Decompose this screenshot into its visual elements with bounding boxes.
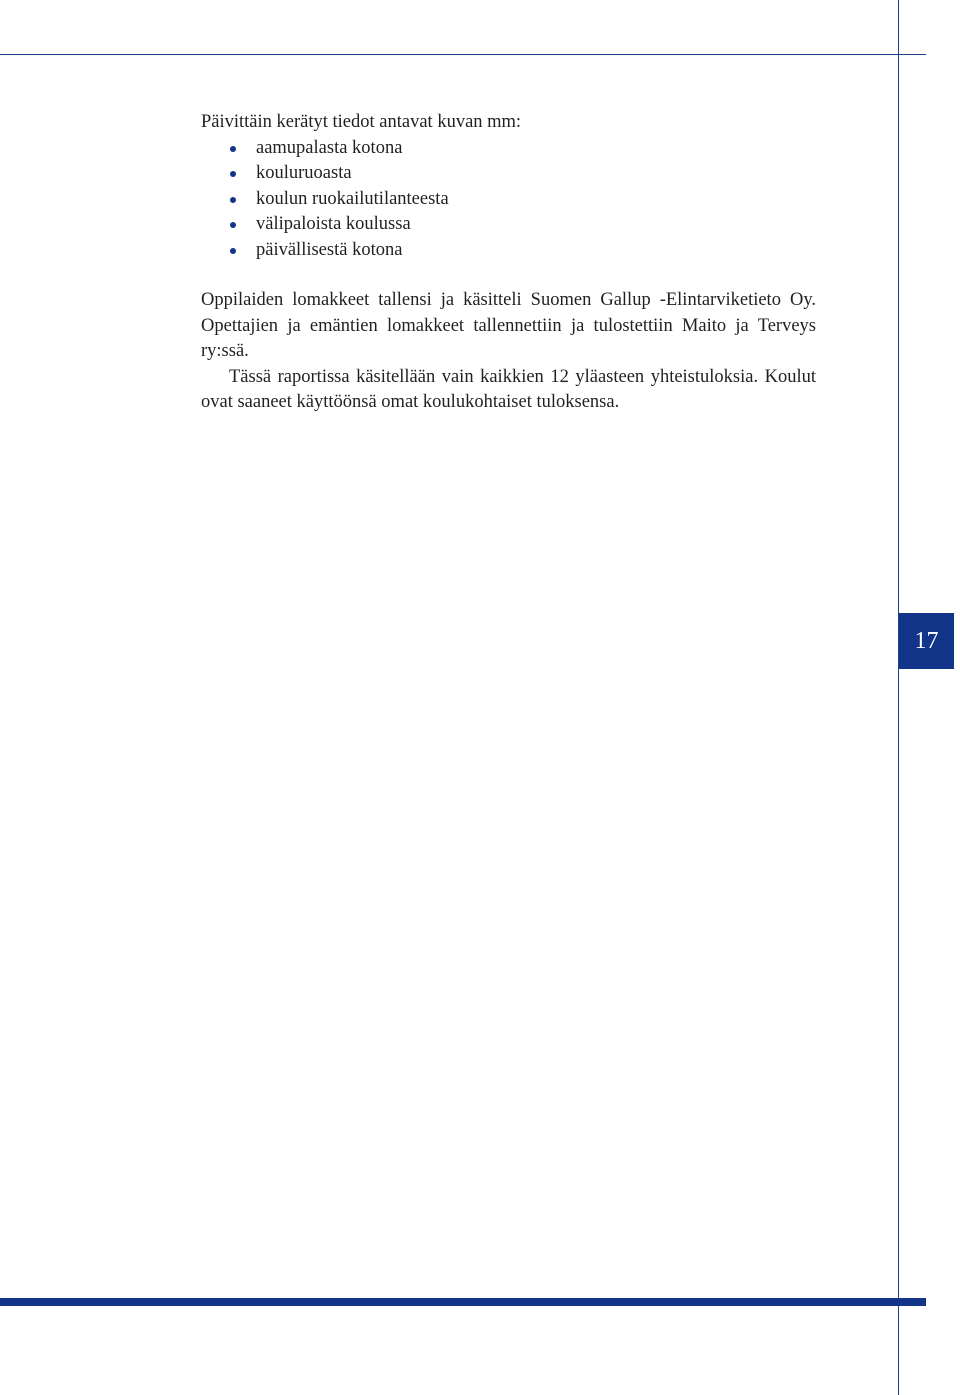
page-number-tab xyxy=(899,613,954,669)
bullet-icon xyxy=(230,248,236,254)
bullet-icon xyxy=(230,146,236,152)
paragraph: Oppilaiden lomakkeet tallensi ja käsitteli Suomen Gallup -Elintarviketieto Oy. Opettajien ja emäntien lomakkeet tallennettiin ja tulostettiin Maito ja Terveys ry:ssä. xyxy=(201,290,816,361)
bullet-icon xyxy=(230,222,236,228)
list-item: aamupalasta kotona xyxy=(256,136,816,162)
bottom-rule xyxy=(0,1298,926,1306)
margin-rule xyxy=(898,0,899,1395)
bullet-icon xyxy=(230,171,236,177)
bullet-list xyxy=(201,136,816,264)
bullet-icon xyxy=(230,197,236,203)
list-item: koulun ruokailutilanteesta xyxy=(256,187,816,213)
list-item: välipaloista koulussa xyxy=(256,212,816,238)
body-text xyxy=(201,110,816,416)
top-rule xyxy=(0,54,926,55)
intro-text: Päivittäin kerätyt tiedot antavat kuvan mm: xyxy=(201,112,522,132)
list-item: päivällisestä kotona xyxy=(256,238,816,264)
spacer xyxy=(201,263,816,288)
paragraph: Tässä raportissa käsitellään vain kaikkien 12 yläasteen yhteistuloksia. Koulut ovat saaneet käyttöönsä omat koulukohtaiset tuloksensa. xyxy=(201,366,816,412)
list-item: kouluruoasta xyxy=(256,161,816,187)
page-number: 17 xyxy=(914,627,939,654)
